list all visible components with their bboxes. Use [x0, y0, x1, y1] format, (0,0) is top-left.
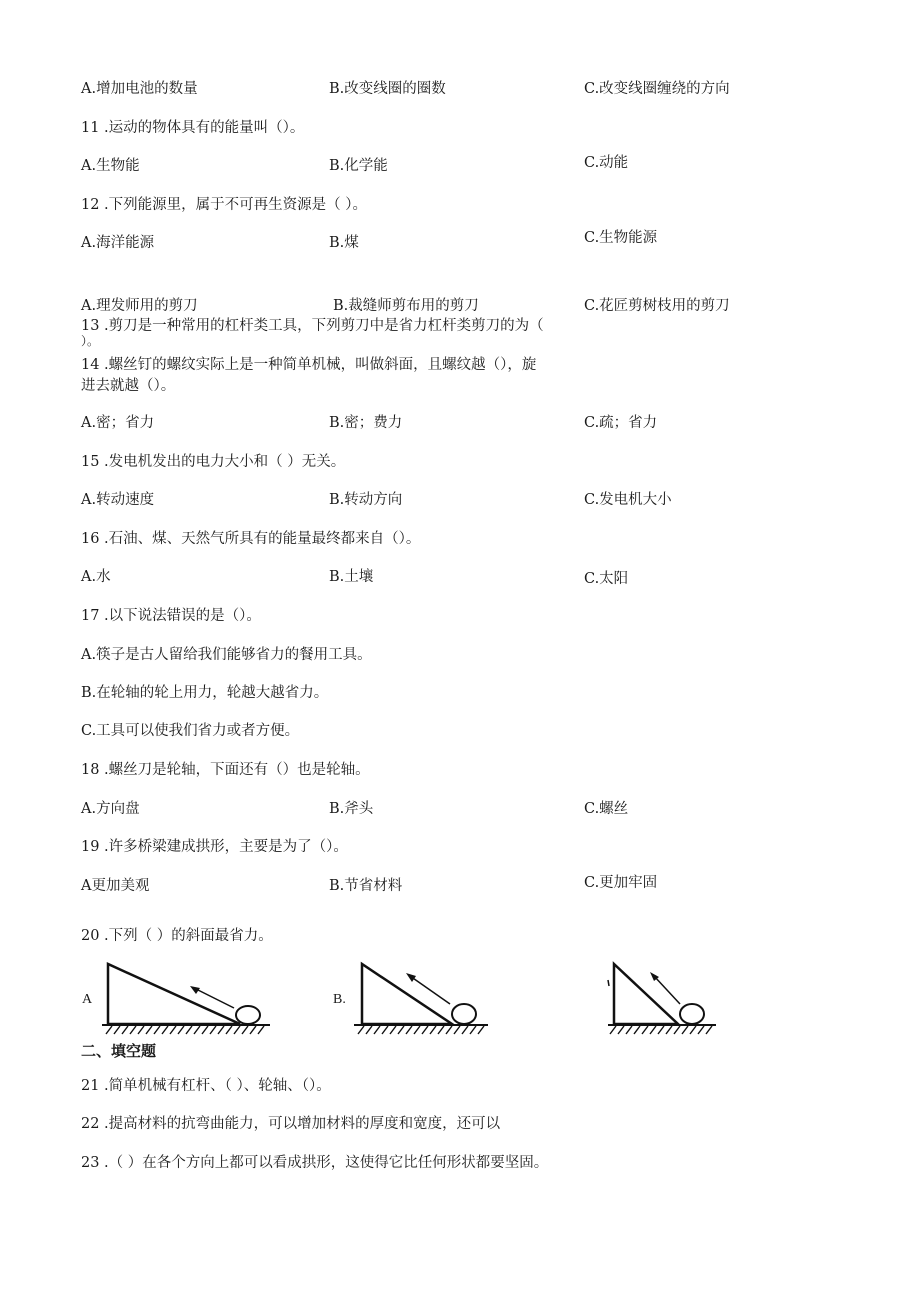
q11-option-b: B.化学能	[329, 158, 388, 174]
q16-stem: 16 .石油、煤、天然气所具有的能量最终都来自（）。	[81, 531, 421, 547]
q20-stem: 20 .下列（ ）的斜面最省力。	[81, 928, 273, 944]
q19-option-a: A更加美观	[81, 878, 150, 894]
q11-stem: 11 .运动的物体具有的能量叫（）。	[81, 120, 305, 136]
q18-stem: 18 .螺丝刀是轮轴，下面还有（）也是轮轴。	[81, 762, 370, 778]
q16-option-b: B.土壤	[329, 569, 374, 585]
q18-option-a: A.方向盘	[81, 801, 140, 817]
q17-option-a: A.筷子是古人留给我们能够省力的餐用工具。	[81, 647, 372, 663]
q18-option-b: B.斧头	[329, 801, 374, 817]
q10-option-a: A.增加电池的数量	[81, 81, 198, 97]
q16-option-c: C.太阳	[584, 571, 629, 587]
q15-option-c: C.发电机大小	[584, 492, 672, 508]
q12-option-a: A.海洋能源	[81, 235, 155, 251]
q12-option-c: C.生物能源	[584, 230, 658, 246]
section-title-fill-blank: 二、填空题	[81, 1042, 157, 1060]
q13-stem-line2: ）。	[81, 334, 100, 348]
q19-option-b: B.节省材料	[329, 878, 403, 894]
q15-stem: 15 .发电机发出的电力大小和（ ）无关。	[81, 454, 346, 470]
incline-figure-c	[602, 958, 722, 1038]
q11-option-a: A.生物能	[81, 158, 140, 174]
q13-option-b: B.裁缝师剪布用的剪刀	[333, 298, 479, 314]
q20-figure-label-a: A	[82, 992, 93, 1007]
q17-stem: 17 .以下说法错误的是（）。	[81, 608, 261, 624]
q13-option-c: C.花匠剪树枝用的剪刀	[584, 298, 730, 314]
q12-option-b: B.煤	[329, 235, 359, 251]
q13-stem-line1: 13 .剪刀是一种常用的杠杆类工具，下列剪刀中是省力杠杆类剪刀的为（	[81, 318, 544, 334]
q10-option-c: C.改变线圈缠绕的方向	[584, 81, 730, 97]
q17-option-b: B.在轮轴的轮上用力，轮越大越省力。	[81, 685, 329, 701]
incline-figure-a	[98, 958, 273, 1038]
q21-stem: 21 .简单机械有杠杆、（ ）、轮轴、（）。	[81, 1078, 331, 1094]
q12-stem: 12 .下列能源里，属于不可再生资源是（ ）。	[81, 197, 368, 213]
q14-stem-line2: 进去就越（）。	[81, 378, 176, 394]
q14-option-b: B.密；费力	[329, 415, 403, 431]
q15-option-b: B.转动方向	[329, 492, 403, 508]
q22-stem: 22 .提高材料的抗弯曲能力，可以增加材料的厚度和宽度，还可以	[81, 1116, 501, 1132]
q18-option-c: C.螺丝	[584, 801, 629, 817]
q15-option-a: A.转动速度	[81, 492, 155, 508]
q11-option-c: C.动能	[584, 155, 629, 171]
q10-option-b: B.改变线圈的圈数	[329, 81, 446, 97]
q16-option-a: A.水	[81, 569, 111, 585]
q17-option-c: C.工具可以使我们省力或者方便。	[81, 723, 300, 739]
q14-option-a: A.密；省力	[81, 415, 155, 431]
q13-option-a: A.理发师用的剪刀	[81, 298, 198, 314]
q19-stem: 19 .许多桥梁建成拱形，主要是为了（）。	[81, 839, 348, 855]
q14-stem-line1: 14 .螺丝钉的螺纹实际上是一种简单机械，叫做斜面，且螺纹越（），旋	[81, 357, 537, 373]
q23-stem: 23 .（ ）在各个方向上都可以看成拱形，这使得它比任何形状都要坚固。	[81, 1155, 549, 1171]
incline-figure-b	[352, 958, 492, 1038]
q20-figure-label-b: B.	[333, 992, 346, 1007]
q14-option-c: C.疏；省力	[584, 415, 658, 431]
q19-option-c: C.更加牢固	[584, 875, 658, 891]
